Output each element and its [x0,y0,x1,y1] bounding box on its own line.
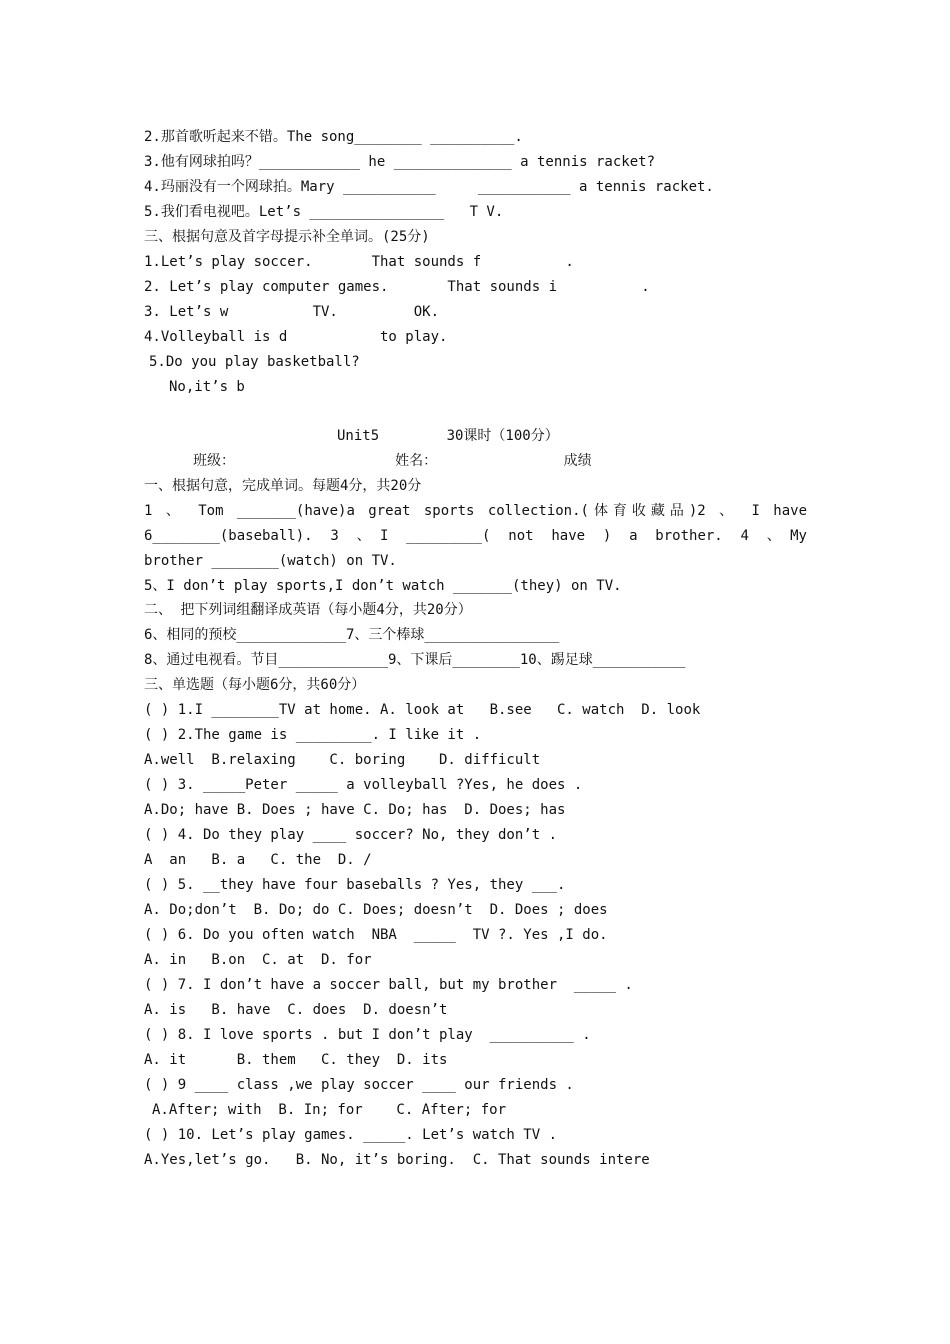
translation-item-3: 3.他有网球拍吗？____________ he ______________ a tennis racket? [144,154,656,170]
fill-word-item-5-answer: No,it’s b [169,379,245,395]
mc-options-7: A. is B. have C. does D. doesn’t [144,1002,448,1018]
mc-options-6: A. in B.on C. at D. for [144,952,372,968]
fill-word-item-2: 2. Let’s play computer games. That sounds i . [144,279,650,295]
part1-heading: 一、根据句意，完成单词。每题4分，共20分 [144,478,422,494]
mc-question-3: ( ) 3. _____Peter _____ a volleyball ?Yes, he does . [144,777,583,793]
part2-line-2: 8、通过电视看。节目_____________9、下课后________10、踢足球___________ [144,652,686,668]
mc-options-3: A.Do; have B. Does ; have C. Do; has D. Does; has [144,802,566,818]
part2-line-1: 6、相同的预校_____________7、三个棒球________________ [144,627,560,643]
mc-options-9: A.After; with B. In; for C. After; for [152,1102,507,1118]
student-info-line: 班级： 姓名： 成绩 [193,453,592,469]
mc-options-8: A. it B. them C. they D. its [144,1052,448,1068]
part2-heading: 二、 把下列词组翻译成英语（每小题4分，共20分） [144,602,472,618]
translation-item-4: 4.玛丽没有一个网球拍。Mary ___________ ___________ a tennis racket. [144,179,714,195]
mc-question-6: ( ) 6. Do you often watch NBA _____ TV ?. Yes ,I do. [144,927,608,943]
translation-item-2: 2.那首歌听起来不错。The song________ __________. [144,129,523,145]
mc-question-8: ( ) 8. I love sports . but I don’t play __________ . [144,1027,591,1043]
mc-options-4: A an B. a C. the D. / [144,852,372,868]
part1-line-3: brother ________(watch) on TV. [144,553,397,569]
mc-options-10: A.Yes,let’s go. B. No, it’s boring. C. That sounds intere [144,1152,650,1168]
mc-question-7: ( ) 7. I don’t have a soccer ball, but my brother _____ . [144,977,633,993]
unit-title: Unit5 30课时（100分） [337,428,559,444]
mc-options-5: A. Do;don’t B. Do; do C. Does; doesn’t D. Does ; does [144,902,608,918]
part1-line-4: 5、I don’t play sports,I don’t watch _______(they) on TV. [144,578,622,594]
section-heading-fill-words: 三、根据句意及首字母提示补全单词。(25分) [144,229,430,245]
part1-line-2: 6________(baseball). 3 、I _________( not have ) a brother. 4 、My [144,528,807,544]
mc-question-1: ( ) 1.I ________TV at home. A. look at B.see C. watch D. look [144,702,701,718]
mc-question-9: ( ) 9 ____ class ,we play soccer ____ our friends . [144,1077,574,1093]
fill-word-item-5: 5.Do you play basketball? [149,354,360,370]
translation-item-5: 5.我们看电视吧。Let’s ________________ T V. [144,204,504,220]
fill-word-item-4: 4.Volleyball is d to play. [144,329,448,345]
mc-options-2: A.well B.relaxing C. boring D. difficult [144,752,541,768]
mc-question-4: ( ) 4. Do they play ____ soccer? No, they don’t . [144,827,558,843]
part3-heading: 三、单选题（每小题6分，共60分） [144,677,366,693]
mc-question-5: ( ) 5. __they have four baseballs ? Yes, they ___. [144,877,566,893]
part1-line-1: 1 、 Tom _______(have)a great sports collection.(体育收藏品)2 、 I have [144,503,807,519]
mc-question-2: ( ) 2.The game is _________. I like it . [144,727,482,743]
fill-word-item-3: 3. Let’s w TV. OK. [144,304,440,320]
mc-question-10: ( ) 10. Let’s play games. _____. Let’s watch TV . [144,1127,558,1143]
fill-word-item-1: 1.Let’s play soccer. That sounds f . [144,254,574,270]
